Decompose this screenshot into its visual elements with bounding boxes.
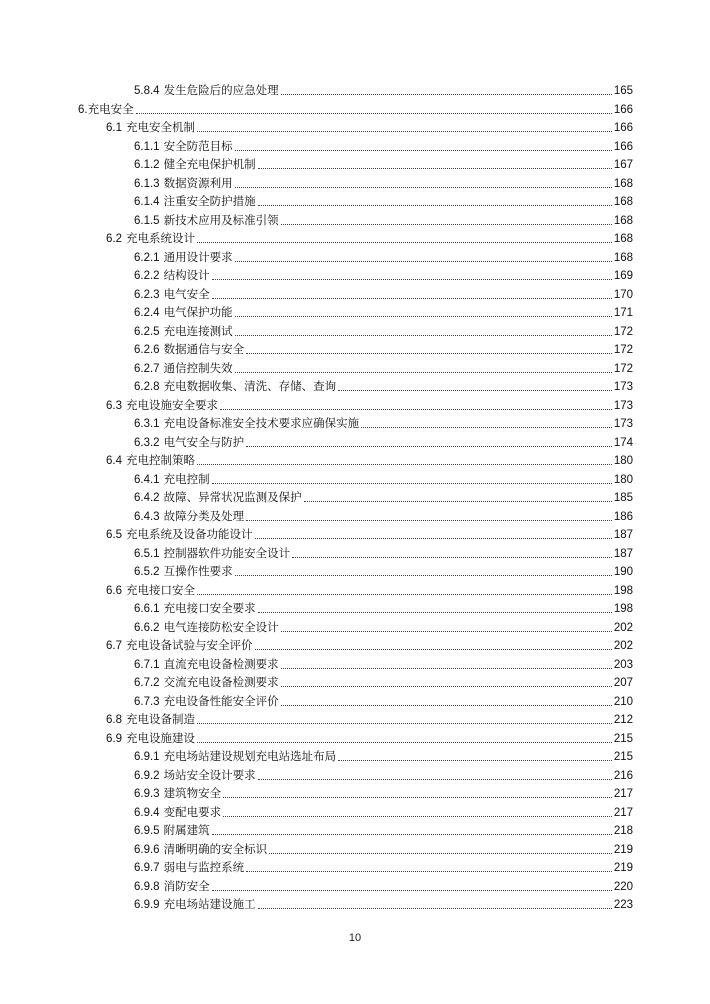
toc-entry-title: 弱电与监控系统 — [163, 860, 245, 874]
toc-entry-label — [106, 731, 197, 746]
dot-leader — [136, 113, 612, 114]
toc-entry-number: 6.3 — [106, 399, 122, 412]
dot-leader — [197, 464, 612, 465]
toc-entry-number: 6.2.4 — [134, 307, 160, 319]
toc-entry-page: 207 — [613, 677, 633, 689]
toc-entry-page: 187 — [613, 529, 633, 541]
toc-entry-label — [134, 879, 212, 894]
toc-entry-number: 6.6.2 — [134, 621, 160, 634]
dot-leader — [255, 649, 612, 650]
dot-leader — [197, 723, 612, 724]
toc-entry-page: 185 — [613, 492, 633, 504]
dot-leader — [281, 631, 612, 632]
toc-entry[interactable] — [106, 395, 633, 413]
toc-entry-title: 充电系统及设备功能设计 — [126, 527, 253, 541]
toc-entry-number: 6.1.1 — [134, 140, 160, 153]
dot-leader — [246, 520, 612, 521]
toc-entry-number: 6.1.5 — [134, 214, 160, 227]
toc-entry-label — [134, 250, 235, 265]
toc-entry-number: 6.9.4 — [134, 806, 160, 819]
toc-entry-label — [134, 823, 212, 838]
toc-entry[interactable] — [106, 524, 633, 542]
toc-entry-title: 交流充电设备检测要求 — [163, 675, 279, 689]
toc-entry-page: 223 — [613, 899, 633, 911]
toc-entry-title: 充电设备标准安全技术要求应确保实施 — [163, 416, 360, 430]
toc-entry[interactable] — [134, 617, 633, 635]
dot-leader — [212, 890, 612, 891]
toc-entry-number: 6.9.7 — [134, 862, 160, 874]
toc-entry-title: 充电控制 — [163, 471, 210, 486]
dot-leader — [212, 298, 612, 299]
toc-entry-page: 190 — [613, 566, 633, 578]
toc-entry-number: 6.4 — [106, 455, 122, 467]
toc-entry[interactable] — [134, 413, 633, 431]
toc-entry-label — [134, 675, 281, 690]
toc-entry-page: 217 — [613, 806, 633, 819]
toc-entry[interactable] — [134, 265, 633, 283]
toc-entry-label — [106, 638, 255, 653]
toc-entry-label — [134, 657, 281, 672]
toc-entry-page: 219 — [613, 862, 633, 874]
toc-entry-page: 212 — [613, 714, 633, 726]
toc-entry-number: 6.7.3 — [134, 695, 160, 708]
toc-entry-number: 6.7.1 — [134, 658, 160, 671]
toc-entry-title: 通信控制失效 — [163, 360, 233, 375]
toc-entry[interactable] — [134, 543, 633, 561]
toc-entry-number: 6.2.2 — [134, 270, 160, 282]
toc-entry-page: 180 — [613, 473, 633, 486]
toc-entry-title: 充电设施安全要求 — [126, 397, 218, 412]
toc-entry-title: 注重安全防护措施 — [163, 194, 256, 208]
toc-entry[interactable] — [134, 284, 633, 302]
dot-leader — [361, 427, 612, 428]
dot-leader — [281, 94, 612, 95]
dot-leader — [197, 742, 612, 743]
toc-entry[interactable] — [134, 376, 633, 394]
toc-entry-number: 6.9.5 — [134, 825, 160, 837]
toc-entry[interactable] — [106, 728, 633, 746]
toc-entry-number: 6.7.2 — [134, 677, 160, 689]
toc-entry-number: 5.8.4 — [134, 85, 160, 97]
toc-entry-number: 6.2.3 — [134, 288, 160, 301]
toc-entry[interactable] — [134, 857, 633, 875]
toc-entry-number: 6.9.3 — [134, 788, 160, 800]
toc-entry[interactable] — [134, 136, 633, 154]
toc-entry-page: 219 — [613, 843, 633, 856]
toc-entry-title: 数据通信与安全 — [163, 342, 245, 356]
toc-entry-page: 203 — [613, 658, 633, 671]
toc-entry[interactable] — [134, 321, 633, 339]
toc-entry-title: 通用设计要求 — [163, 249, 233, 264]
toc-entry-number: 6.6.1 — [134, 603, 160, 615]
toc-entry-title: 充电安全机制 — [126, 120, 195, 134]
toc-entry-label — [106, 120, 197, 135]
toc-entry[interactable] — [134, 358, 633, 376]
toc-entry-label — [134, 361, 235, 376]
toc-entry[interactable] — [106, 450, 633, 468]
toc-entry-page: 202 — [613, 640, 633, 652]
toc-entry-page: 167 — [613, 159, 633, 171]
toc-entry-page: 202 — [613, 621, 633, 634]
toc-entry-label — [106, 527, 255, 542]
toc-entry-label — [134, 287, 212, 302]
toc-entry[interactable] — [134, 802, 633, 820]
toc-entry[interactable] — [134, 691, 633, 709]
toc-entry[interactable] — [134, 487, 633, 505]
toc-entry-label — [134, 305, 235, 320]
dot-leader — [235, 316, 612, 317]
dot-leader — [281, 705, 612, 706]
dot-leader — [235, 575, 612, 576]
toc-entry-number: 6.4.3 — [134, 510, 160, 523]
toc-entry-number: 6.1.2 — [134, 159, 160, 171]
toc-entry-label — [134, 546, 292, 561]
toc-entry-title: 充电接口安全要求 — [163, 601, 256, 615]
toc-entry-label — [134, 472, 212, 487]
toc-entry-number: 6.5 — [106, 529, 122, 541]
toc-entry-title: 充电安全 — [87, 101, 134, 116]
toc-entry-page: 166 — [613, 122, 633, 134]
toc-entry-page: 174 — [613, 436, 633, 449]
toc-entry-page: 187 — [613, 547, 633, 560]
dot-leader — [212, 834, 612, 835]
dot-leader — [223, 816, 612, 817]
toc-entry-page: 172 — [613, 344, 633, 356]
toc-entry-number: 6. — [78, 103, 88, 116]
toc-entry[interactable] — [134, 154, 633, 172]
dot-leader — [292, 557, 612, 558]
dot-leader — [304, 501, 612, 502]
toc-entry-label — [78, 102, 136, 117]
toc-entry-page: 173 — [613, 418, 633, 430]
toc-entry-number: 6.9 — [106, 732, 122, 745]
toc-entry-title: 直流充电设备检测要求 — [163, 656, 279, 671]
toc-entry[interactable] — [134, 894, 633, 912]
toc-entry-number: 6.9.9 — [134, 899, 160, 911]
toc-entry-label — [134, 324, 235, 339]
dot-leader — [258, 168, 612, 169]
dot-leader — [258, 908, 612, 909]
dot-leader — [235, 150, 612, 151]
toc-entry-label — [134, 601, 258, 616]
dot-leader — [235, 335, 612, 336]
toc-entry-number: 6.5.2 — [134, 566, 160, 578]
dot-leader — [235, 372, 612, 373]
toc-entry-label — [134, 490, 304, 505]
toc-entry-number: 6.6 — [106, 584, 122, 597]
toc-entry[interactable] — [78, 99, 633, 117]
dot-leader — [258, 205, 612, 206]
dot-leader — [197, 594, 612, 595]
toc-entry-number: 6.2.8 — [134, 381, 160, 393]
toc-entry[interactable] — [134, 839, 633, 857]
dot-leader — [235, 187, 612, 188]
toc-entry-page: 172 — [613, 362, 633, 375]
toc-entry-number: 6.4.2 — [134, 492, 160, 504]
toc-entry-page: 215 — [613, 732, 633, 745]
toc-entry-label — [134, 842, 269, 857]
toc-entry[interactable] — [134, 654, 633, 672]
toc-entry-page: 166 — [613, 140, 633, 153]
toc-entry-title: 场站安全设计要求 — [163, 767, 256, 782]
toc-entry-title: 充电场站建设施工 — [163, 897, 256, 911]
dot-leader — [338, 760, 612, 761]
toc-entry-page: 180 — [613, 455, 633, 467]
toc-entry-number: 6.2.5 — [134, 325, 160, 338]
dot-leader — [281, 668, 612, 669]
toc-entry-label — [106, 712, 197, 727]
toc-entry-number: 6.3.1 — [134, 418, 160, 430]
dot-leader — [212, 483, 612, 484]
toc-entry-title: 充电控制策略 — [126, 453, 195, 467]
toc-entry-title: 数据资源利用 — [163, 175, 233, 190]
toc-entry-page: 220 — [613, 880, 633, 893]
toc-entry-number: 6.1.3 — [134, 177, 160, 190]
toc-entry-title: 安全防范目标 — [163, 138, 233, 153]
toc-entry-number: 6.2.6 — [134, 344, 160, 356]
toc-entry-title: 消防安全 — [163, 878, 210, 893]
toc-entry[interactable] — [106, 635, 633, 653]
toc-entry-title: 建筑物安全 — [163, 786, 222, 800]
toc-entry[interactable] — [106, 709, 633, 727]
toc-entry-number: 6.7 — [106, 640, 122, 652]
toc-entry[interactable] — [134, 302, 633, 320]
toc-entry[interactable] — [134, 820, 633, 838]
toc-entry-number: 6.9.2 — [134, 769, 160, 782]
toc-entry-label — [134, 749, 338, 764]
toc-entry-title: 健全充电保护机制 — [163, 157, 256, 171]
toc-entry-label — [134, 620, 281, 635]
dot-leader — [220, 409, 612, 410]
toc-entry-label — [134, 805, 223, 820]
toc-entry-label — [134, 768, 258, 783]
toc-entry-number: 6.5.1 — [134, 547, 160, 560]
toc-entry-label — [106, 398, 220, 413]
toc-entry-label — [134, 509, 246, 524]
dot-leader — [258, 612, 612, 613]
toc-entry[interactable] — [106, 228, 633, 246]
toc-entry[interactable] — [134, 876, 633, 894]
dot-leader — [197, 242, 612, 243]
toc-entry-title: 充电设备制造 — [126, 712, 195, 726]
toc-entry-page: 169 — [613, 270, 633, 282]
toc-entry-page: 198 — [613, 603, 633, 615]
toc-entry-page: 168 — [613, 251, 633, 264]
toc-entry-page: 165 — [613, 85, 633, 97]
toc-entry-title: 新技术应用及标准引领 — [163, 212, 279, 227]
dot-leader — [246, 871, 612, 872]
toc-entry[interactable] — [134, 469, 633, 487]
toc-entry-label — [134, 860, 246, 875]
toc-entry-page: 168 — [613, 214, 633, 227]
toc-entry[interactable] — [134, 247, 633, 265]
toc-entry-page: 170 — [613, 288, 633, 301]
toc-entry-number: 6.1.4 — [134, 196, 160, 208]
toc-entry-page: 217 — [613, 788, 633, 800]
toc-entry-title: 清晰明确的安全标识 — [163, 841, 268, 856]
toc-entry-title: 控制器软件功能安全设计 — [163, 545, 291, 560]
toc-entry-page: 218 — [613, 825, 633, 837]
toc-entry-title: 充电场站建设规划充电站选址布局 — [163, 749, 337, 763]
toc-entry-title: 充电数据收集、清洗、存储、查询 — [163, 379, 337, 393]
toc-entry[interactable] — [134, 746, 633, 764]
dot-leader — [212, 279, 612, 280]
toc-entry-page: 166 — [613, 103, 633, 116]
toc-entry-title: 结构设计 — [163, 268, 210, 282]
toc-entry-page: 171 — [613, 307, 633, 319]
toc-entry-label — [134, 157, 258, 172]
toc-entry-title: 附属建筑 — [163, 823, 210, 837]
toc-entry-label — [134, 694, 281, 709]
toc-entry-title: 发生危险后的应急处理 — [163, 83, 279, 97]
toc-entry[interactable] — [134, 173, 633, 191]
toc-entry-title: 充电连接测试 — [163, 323, 233, 338]
toc-entry[interactable] — [134, 506, 633, 524]
toc-entry-label — [106, 453, 197, 468]
toc-entry-label — [134, 213, 281, 228]
toc-entry-title: 故障分类及处理 — [163, 508, 245, 523]
toc-entry-number: 6.9.8 — [134, 880, 160, 893]
toc-entry-label — [134, 268, 212, 283]
toc-entry-page: 216 — [613, 769, 633, 782]
toc-entry-label — [134, 379, 338, 394]
toc-entry-number: 6.8 — [106, 714, 122, 726]
toc-entry-label — [134, 786, 223, 801]
toc-entry-page: 198 — [613, 584, 633, 597]
dot-leader — [269, 853, 612, 854]
toc-entry-label — [106, 583, 197, 598]
dot-leader — [255, 538, 612, 539]
toc-entry-title: 电气安全 — [163, 286, 210, 301]
toc-entry-label — [134, 139, 235, 154]
toc-entry-page: 168 — [613, 233, 633, 245]
toc-entry-title: 变配电要求 — [163, 804, 222, 819]
toc-entry[interactable] — [134, 339, 633, 357]
toc-entry-number: 6.2 — [106, 233, 122, 245]
toc-entry[interactable] — [106, 117, 633, 135]
toc-entry-label — [134, 83, 281, 98]
toc-entry-label — [134, 416, 361, 431]
toc-entry-label — [134, 194, 258, 209]
toc-entry[interactable] — [134, 765, 633, 783]
toc-entry-page: 173 — [613, 381, 633, 393]
dot-leader — [223, 797, 612, 798]
toc-entry-number: 6.2.7 — [134, 362, 160, 375]
dot-leader — [246, 353, 612, 354]
toc-entry-title: 电气安全与防护 — [163, 434, 245, 449]
page-number: 10 — [348, 932, 362, 944]
dot-leader — [338, 390, 612, 391]
toc-entry-number: 6.2.1 — [134, 251, 160, 264]
toc-entry[interactable] — [134, 191, 633, 209]
toc-entry-label — [134, 564, 235, 579]
dot-leader — [258, 779, 612, 780]
toc-entry[interactable] — [134, 598, 633, 616]
toc-entry-number: 6.4.1 — [134, 473, 160, 486]
toc-entry-title: 充电设备试验与安全评价 — [126, 638, 253, 652]
toc-entry[interactable] — [134, 672, 633, 690]
toc-entry-page: 186 — [613, 510, 633, 523]
toc-entry-label — [106, 231, 197, 246]
toc-entry[interactable] — [134, 210, 633, 228]
dot-leader — [246, 446, 612, 447]
toc-entry-label — [134, 897, 258, 912]
dot-leader — [281, 224, 612, 225]
toc-entry-title: 充电系统设计 — [126, 231, 195, 245]
toc-entry-title: 电气连接防松安全设计 — [163, 619, 279, 634]
toc-entry-page: 210 — [613, 695, 633, 708]
toc-entry[interactable] — [134, 80, 633, 98]
toc-entry-title: 充电设施建设 — [126, 730, 195, 745]
toc-entry-title: 故障、异常状况监测及保护 — [163, 490, 302, 504]
toc-entry-page: 173 — [613, 399, 633, 412]
toc-entry[interactable] — [134, 783, 633, 801]
toc-entry-number: 6.9.1 — [134, 751, 160, 763]
dot-leader — [197, 131, 612, 132]
toc-entry-label — [134, 176, 235, 191]
toc-entry-number: 6.3.2 — [134, 436, 160, 449]
toc-entry-label — [134, 435, 246, 450]
toc-entry-page: 168 — [613, 196, 633, 208]
toc-entry[interactable] — [106, 580, 633, 598]
toc-entry-page: 215 — [613, 751, 633, 763]
toc-entry[interactable] — [134, 432, 633, 450]
toc-entry-number: 6.9.6 — [134, 843, 160, 856]
toc-entry-number: 6.1 — [106, 122, 122, 134]
dot-leader — [235, 261, 612, 262]
toc-entry-title: 充电接口安全 — [126, 582, 195, 597]
toc-entry[interactable] — [134, 561, 633, 579]
toc-entry-page: 168 — [613, 177, 633, 190]
dot-leader — [281, 686, 612, 687]
toc-entry-label — [134, 342, 246, 357]
toc-entry-title: 充电设备性能安全评价 — [163, 693, 279, 708]
toc-entry-title: 电气保护功能 — [163, 305, 233, 319]
toc-entry-title: 互操作性要求 — [163, 564, 233, 578]
toc-entry-page: 172 — [613, 325, 633, 338]
